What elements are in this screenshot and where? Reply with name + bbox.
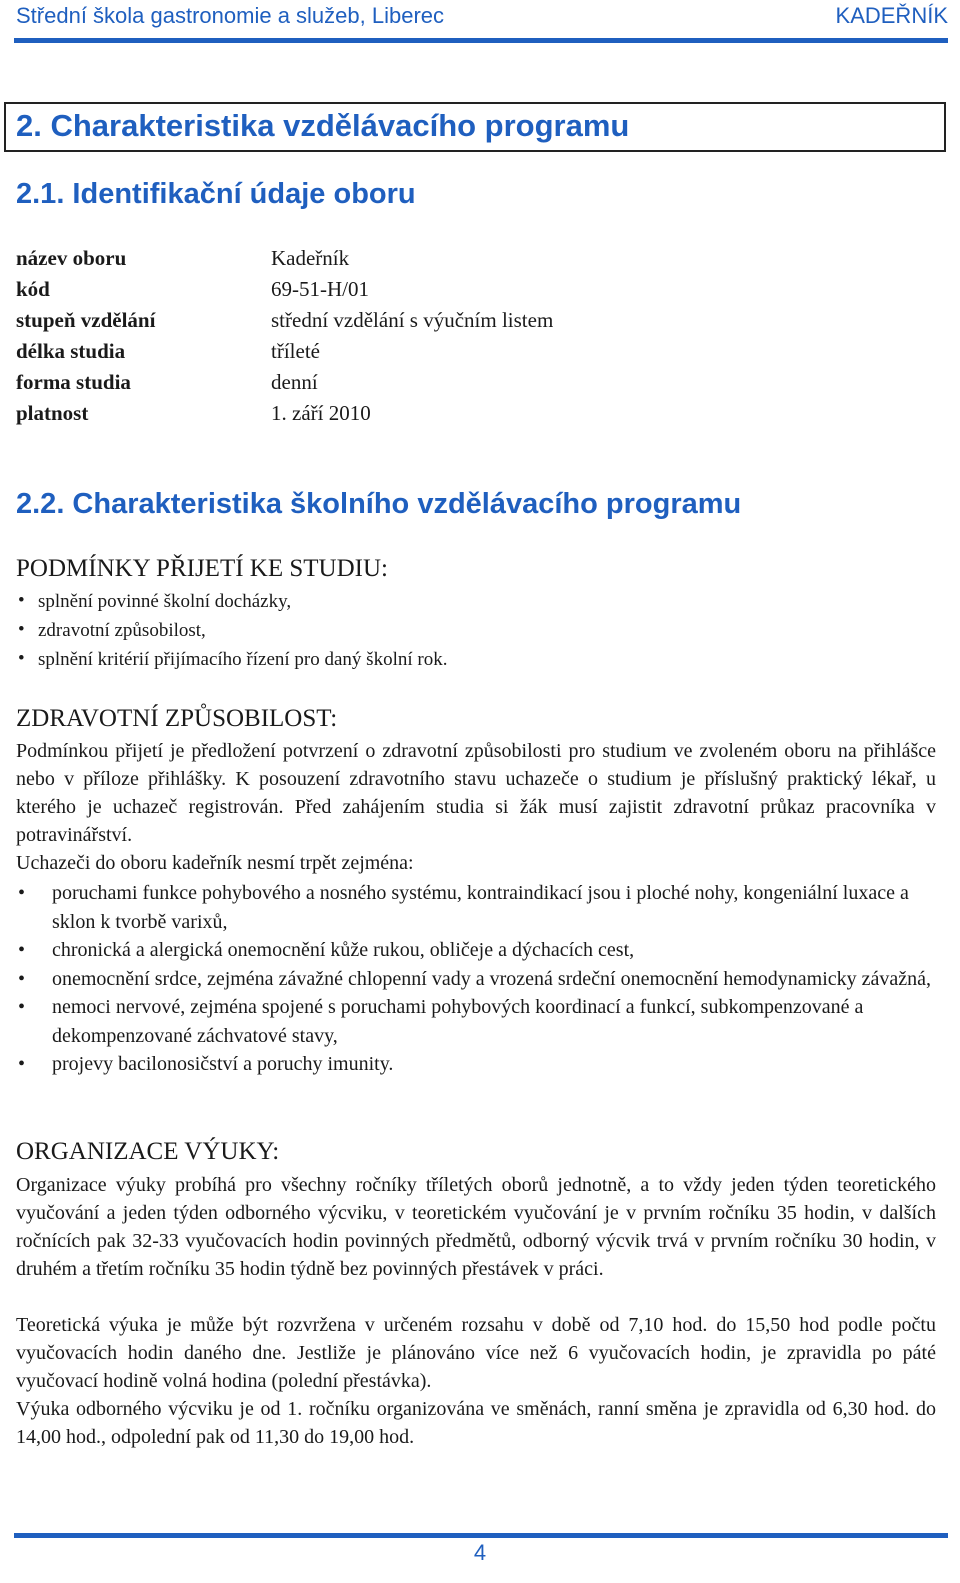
health-heading: ZDRAVOTNÍ ZPŮSOBILOST: — [16, 705, 338, 732]
list-item: • splnění povinné školní docházky, — [16, 591, 447, 620]
list-item: • splnění kritérií přijímacího řízení pro daný školní rok. — [16, 649, 447, 678]
page-number: 4 — [473, 1540, 487, 1565]
header-field-name: KADEŘNÍK — [835, 3, 948, 28]
header-divider — [14, 38, 948, 43]
id-label: platnost — [16, 401, 89, 425]
id-label: délka studia — [16, 339, 126, 363]
identification-heading: 2.1. Identifikační údaje oboru — [16, 178, 416, 210]
footer-divider — [14, 1533, 948, 1538]
id-value: Kadeřník — [271, 246, 350, 270]
health-intro: Uchazeči do oboru kadeřník nesmí trpět zejména: — [16, 852, 414, 874]
list-item: • poruchami funkce pohybového a nosného systému, kontraindikací jsou i ploché nohy, kongeniální luxace a sklon k tvorbě varixů, — [16, 879, 936, 936]
list-item: • nemoci nervové, zejména spojené s poruchami pohybových koordinací a funkcí, subkompenzované a dekompenzované záchvatové stavy, — [16, 993, 936, 1050]
id-label: forma studia — [16, 370, 131, 394]
organization-paragraph-2: Teoretická výuka je může být rozvržena v určeném rozsahu v době od 7,10 hod. do 15,50 hod podle počtu vyučovacích hodin daného dne. Jestliže je plánováno více než 6 vyučovacích hodin, je zpravidla po páté vyučovací hodině volná hodina (polední přestávka). — [16, 1314, 936, 1392]
admission-heading: PODMÍNKY PŘIJETÍ KE STUDIU: — [16, 555, 388, 582]
page-header — [0, 0, 960, 40]
admission-list — [16, 591, 447, 678]
id-value: střední vzdělání s výučním listem — [271, 308, 554, 332]
program-heading: 2.2. Charakteristika školního vzdělávacího programu — [16, 488, 742, 520]
list-item: • projevy bacilonosičství a poruchy imunity. — [16, 1050, 936, 1079]
id-value: 69-51-H/01 — [271, 277, 369, 301]
header-school-name: Střední škola gastronomie a služeb, Liberec — [16, 3, 445, 28]
id-label: stupeň vzdělání — [16, 308, 156, 332]
organization-paragraph-1: Organizace výuky probíhá pro všechny ročníky tříletých oborů jednotně, a to vždy jeden týden teoretického vyučování a jeden týden odborného výcviku, v teoretickém vyučování je v prvním ročníku 35 hodin, v dalších ročnících pak 32-33 vyučovacích hodin povinných předmětů, odborný výcvik trvá v prvním ročníku 30 hodin, v druhém a třetím ročníku 35 hodin týdně bez povinných přestávek v práci. — [16, 1174, 936, 1280]
organization-paragraph-3: Výuka odborného výcviku je od 1. ročníku organizována ve směnách, ranní směna je zpravidla od 6,30 hod. do 14,00 hod., odpolední pak od 11,30 do 19,00 hod. — [16, 1398, 936, 1448]
id-label: kód — [16, 277, 50, 301]
chapter-title-box — [4, 102, 946, 152]
id-value: denní — [271, 370, 318, 394]
id-value: tříleté — [271, 339, 320, 363]
list-item: • chronická a alergická onemocnění kůže rukou, obličeje a dýchacích cest, — [16, 936, 936, 965]
id-label: název oboru — [16, 246, 127, 270]
chapter-title: 2. Charakteristika vzdělávacího programu — [16, 108, 630, 143]
id-value: 1. září 2010 — [271, 401, 371, 425]
list-item: • onemocnění srdce, zejména závažné chlopenní vady a vrozená srdeční onemocnění hemodynamicky závažná, — [16, 965, 936, 994]
organization-heading: ORGANIZACE VÝUKY: — [16, 1138, 280, 1165]
health-restrictions-list — [16, 879, 936, 1079]
health-paragraph: Podmínkou přijetí je předložení potvrzení o zdravotní způsobilosti pro studium ve zvoleném oboru na přihlášce nebo v příloze přihlášky. K posouzení zdravotního stavu uchazeče o studium je příslušný praktický lékař, u kterého je uchazeč registrován. Před zahájením studia si žák musí zajistit zdravotní průkaz pracovníka v potravinářství. — [16, 740, 936, 846]
list-item: • zdravotní způsobilost, — [16, 620, 447, 649]
